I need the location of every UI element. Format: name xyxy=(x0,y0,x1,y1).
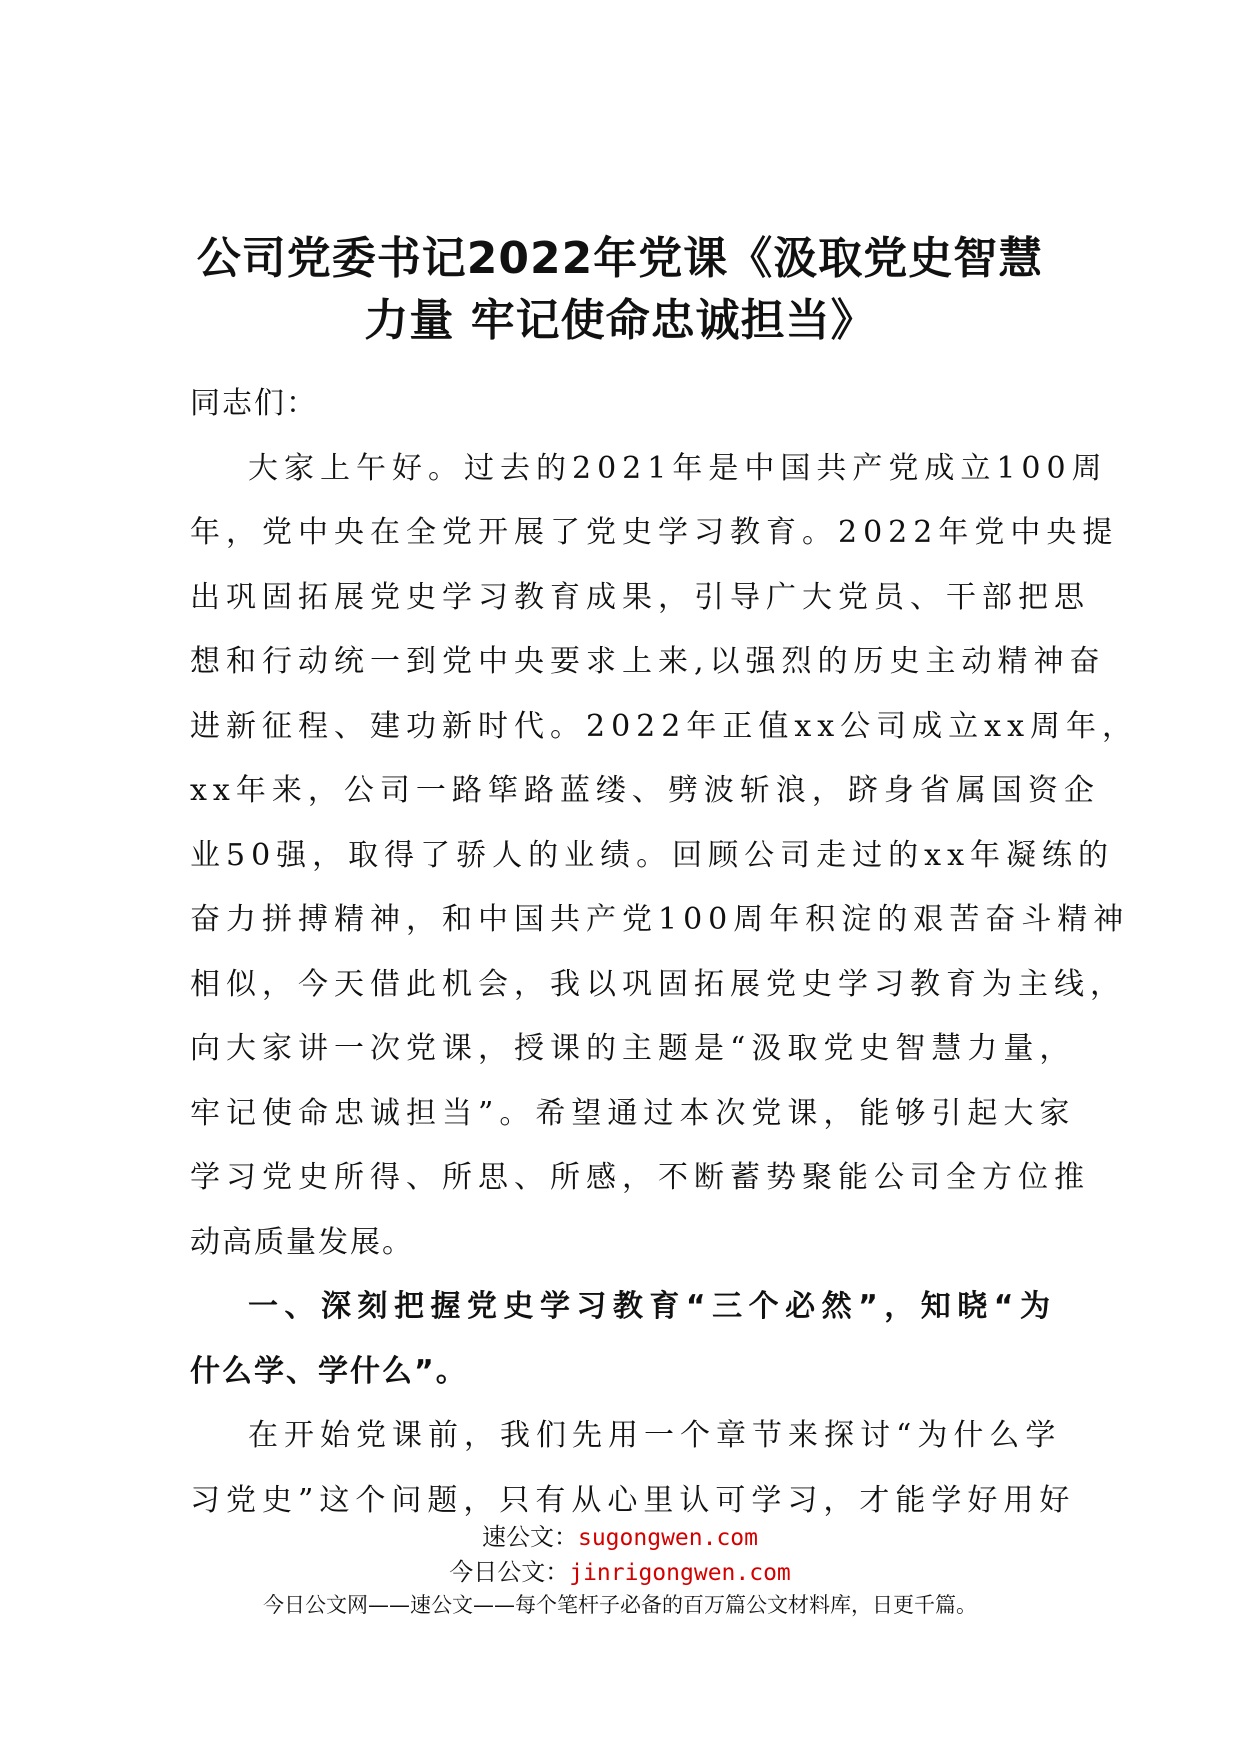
footer xyxy=(0,1520,1240,1620)
document-title xyxy=(150,228,1090,352)
paragraph-1-line: xx年来，公司一路筚路蓝缕、劈波斩浪，跻身省属国资企 xyxy=(190,773,1100,808)
heading-line: 一、深刻把握党史学习教育“三个必然”，知晓“为 xyxy=(248,1289,1052,1324)
paragraph-2 xyxy=(190,1404,1076,1533)
paragraph-1-line: 相似，今天借此机会，我以巩固拓展党史学习教育为主线， xyxy=(190,966,1126,1002)
footer-site-1-label: 速公文： xyxy=(481,1523,578,1551)
footer-site-1-url[interactable]: sugongwen.com xyxy=(577,1525,758,1551)
footer-site-2-label: 今日公文： xyxy=(449,1558,570,1586)
paragraph-1-line: 大家上午好。过去的2021年是中国共产党成立100周 xyxy=(248,450,1108,486)
greeting: 同志们： xyxy=(190,386,318,421)
paragraph-1 xyxy=(190,437,1139,1276)
paragraph-1-line: 奋力拼搏精神，和中国共产党100周年积淀的艰苦奋斗精神 xyxy=(190,902,1130,937)
heading-line: 什么学、学什么”。 xyxy=(190,1353,468,1389)
footer-site-1 xyxy=(0,1520,1240,1555)
paragraph-1-line: 出巩固拓展党史学习教育成果，引导广大党员、干部把思 xyxy=(190,579,1090,615)
paragraph-1-line: 动高质量发展。 xyxy=(190,1224,414,1260)
paragraph-2-line: 习党史”这个问题，只有从心里认可学习，才能学好用好 xyxy=(190,1482,1076,1518)
section-heading-1 xyxy=(190,1275,1052,1404)
paragraph-1-line: 进新征程、建功新时代。2022年正值xx公司成立xx周年， xyxy=(190,708,1139,744)
paragraph-1-line: 学习党史所得、所思、所感，不断蓄势聚能公司全方位推 xyxy=(190,1160,1090,1195)
footer-site-2 xyxy=(0,1555,1240,1590)
title-line-2: 力量 牢记使命忠诚担当》 xyxy=(364,295,876,346)
paragraph-1-line: 牢记使命忠诚担当”。希望通过本次党课，能够引起大家 xyxy=(190,1095,1076,1131)
footer-site-2-url[interactable]: jinrigongwen.com xyxy=(569,1560,791,1586)
paragraph-1-line: 业50强，取得了骄人的业绩。回顾公司走过的xx年凝练的 xyxy=(190,837,1115,873)
title-line-1: 公司党委书记2022年党课《汲取党史智慧 xyxy=(196,233,1044,284)
document-body xyxy=(190,372,1139,1533)
paragraph-1-line: 年，党中央在全党开展了党史学习教育。2022年党中央提 xyxy=(190,515,1119,550)
paragraph-1-line: 向大家讲一次党课，授课的主题是“汲取党史智慧力量， xyxy=(190,1031,1076,1066)
footer-tagline: 今日公文网——速公文——每个笔杆子必备的百万篇公文材料库，日更千篇。 xyxy=(263,1593,977,1617)
paragraph-1-line: 想和行动统一到党中央要求上来,以强烈的历史主动精神奋 xyxy=(190,644,1106,679)
paragraph-2-line: 在开始党课前，我们先用一个章节来探讨“为什么学 xyxy=(248,1418,1062,1453)
